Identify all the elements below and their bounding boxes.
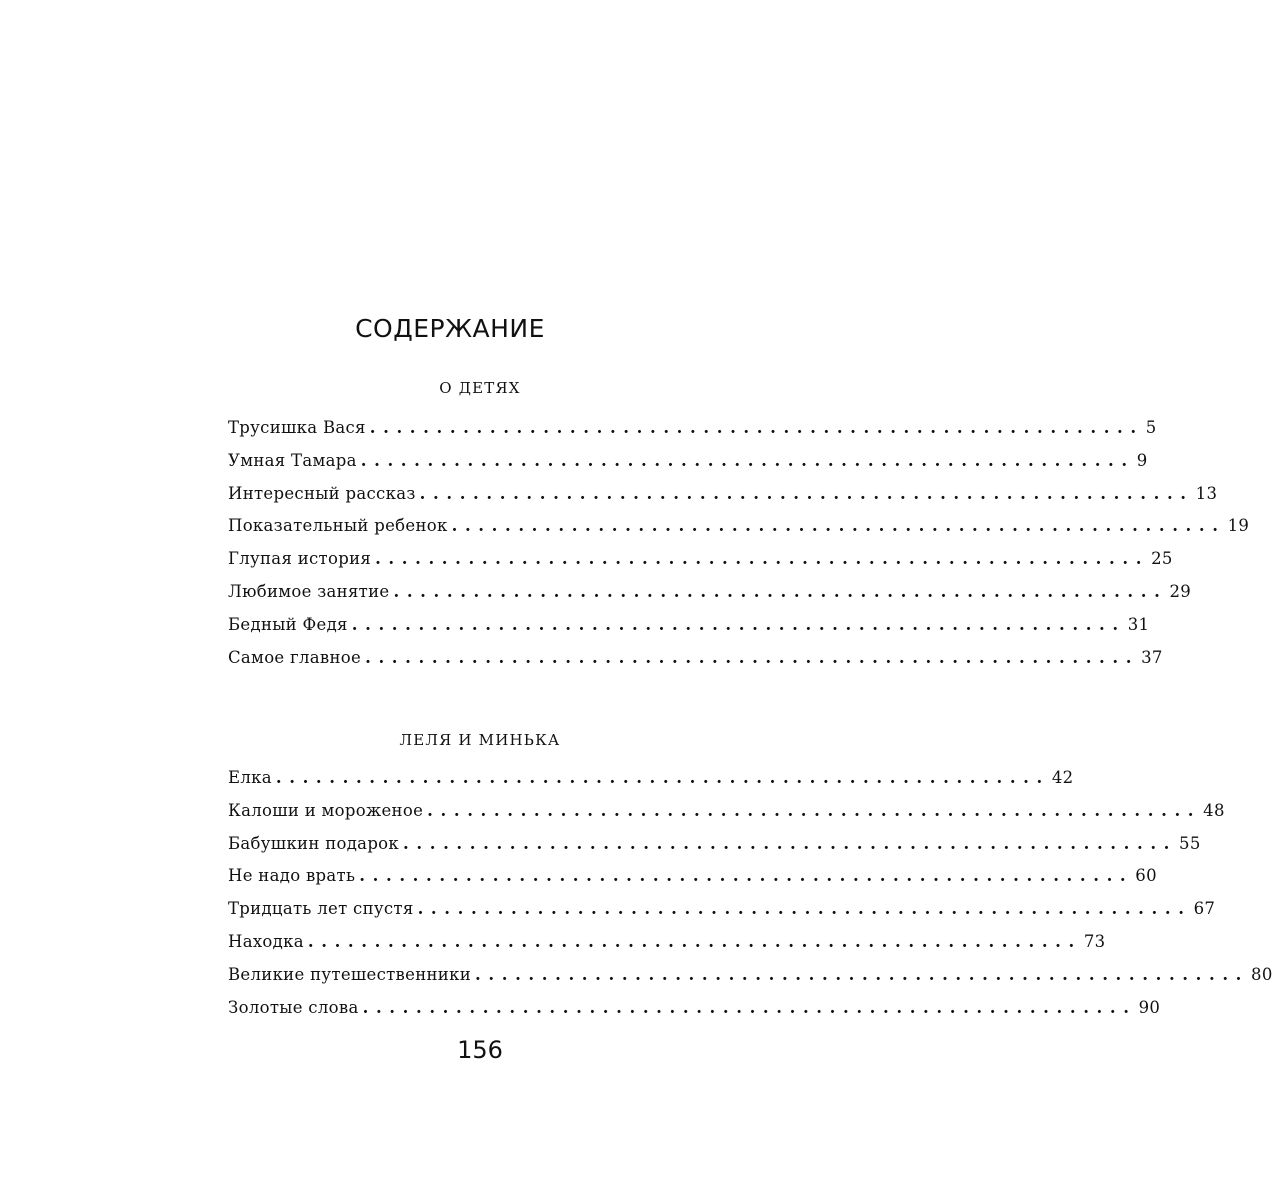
toc-entry[interactable] — [228, 964, 1273, 998]
toc-entry-title: Интересный рассказ — [228, 483, 416, 503]
dot-leader: .......................................................... — [362, 997, 1137, 1017]
toc-list-section-1 — [228, 418, 1250, 680]
section-heading-lelya-i-minka: ЛЕЛЯ И МИНЬКА — [399, 731, 561, 749]
toc-entry-page: 90 — [1138, 997, 1161, 1017]
dot-leader: .......................................................... — [351, 614, 1126, 634]
toc-entry[interactable] — [228, 866, 1157, 899]
dot-leader: .......................................................... — [275, 768, 1050, 787]
dot-leader: .......................................................... — [359, 866, 1134, 886]
toc-entry-title: Любимое занятие — [228, 581, 390, 601]
dot-leader: .......................................................... — [369, 418, 1144, 437]
toc-entry[interactable] — [228, 450, 1148, 484]
dot-leader: .......................................................... — [475, 964, 1250, 984]
toc-entry-title: Тридцать лет спустя — [228, 899, 414, 919]
toc-entry-title: Умная Тамара — [228, 450, 357, 470]
toc-entry-page: 80 — [1251, 964, 1273, 984]
toc-entry[interactable] — [228, 516, 1250, 549]
toc-entry-page: 29 — [1169, 581, 1192, 601]
toc-entry-title: Показательный ребенок — [228, 516, 448, 536]
toc-entry[interactable] — [228, 768, 1074, 801]
dot-leader: .......................................................... — [307, 931, 1082, 951]
dot-leader: .......................................................... — [417, 899, 1192, 919]
toc-entry-title: Самое главное — [228, 647, 362, 667]
toc-entry-title: Бабушкин подарок — [228, 833, 400, 853]
toc-entry-title: Великие путешественники — [228, 964, 472, 984]
toc-entry-page: 25 — [1151, 549, 1173, 569]
toc-list-section-2 — [228, 768, 1273, 1030]
toc-entry[interactable] — [228, 549, 1173, 582]
page-title: СОДЕРЖАНИЕ — [355, 314, 545, 343]
toc-entry-title: Глупая история — [228, 549, 372, 569]
section-heading-o-detyakh: О ДЕТЯХ — [439, 379, 521, 397]
toc-entry[interactable] — [228, 614, 1150, 648]
toc-entry[interactable] — [228, 800, 1225, 834]
dot-leader: .......................................................... — [403, 833, 1178, 853]
dot-leader: .......................................................... — [375, 549, 1150, 569]
dot-leader: .......................................................... — [427, 800, 1202, 820]
toc-entry-page: 60 — [1135, 866, 1157, 886]
page-number: 156 — [457, 1036, 503, 1064]
toc-entry-page: 48 — [1203, 800, 1225, 820]
toc-entry-page: 19 — [1227, 516, 1250, 536]
toc-entry[interactable] — [228, 418, 1157, 451]
dot-leader: .......................................................... — [365, 647, 1140, 667]
toc-entry-page: 5 — [1145, 418, 1157, 437]
dot-leader: .......................................................... — [360, 450, 1135, 470]
toc-entry-page: 42 — [1051, 768, 1074, 787]
toc-entry[interactable] — [228, 483, 1218, 517]
dot-leader: .......................................................... — [419, 483, 1194, 503]
dot-leader: .......................................................... — [393, 581, 1168, 601]
toc-entry-page: 31 — [1127, 614, 1150, 634]
toc-entry-title: Не надо врать — [228, 866, 356, 886]
toc-entry[interactable] — [228, 997, 1161, 1031]
toc-entry[interactable] — [228, 581, 1192, 615]
toc-entry-page: 9 — [1136, 450, 1148, 470]
toc-entry-title: Калоши и мороженое — [228, 800, 424, 820]
toc-entry-title: Золотые слова — [228, 997, 359, 1017]
toc-entry-title: Елка — [228, 768, 272, 787]
toc-entry-page: 67 — [1193, 899, 1216, 919]
toc-entry-page: 73 — [1083, 931, 1106, 951]
toc-entry-title: Бедный Федя — [228, 614, 348, 634]
toc-entry-page: 37 — [1141, 647, 1163, 667]
toc-entry[interactable] — [228, 833, 1201, 867]
toc-entry[interactable] — [228, 899, 1216, 932]
toc-entry-page: 55 — [1179, 833, 1201, 853]
toc-entry[interactable] — [228, 647, 1163, 681]
dot-leader: .......................................................... — [451, 516, 1226, 536]
toc-entry-title: Находка — [228, 931, 304, 951]
toc-entry-page: 13 — [1195, 483, 1218, 503]
toc-entry-title: Трусишка Вася — [228, 418, 366, 437]
toc-entry[interactable] — [228, 931, 1106, 965]
